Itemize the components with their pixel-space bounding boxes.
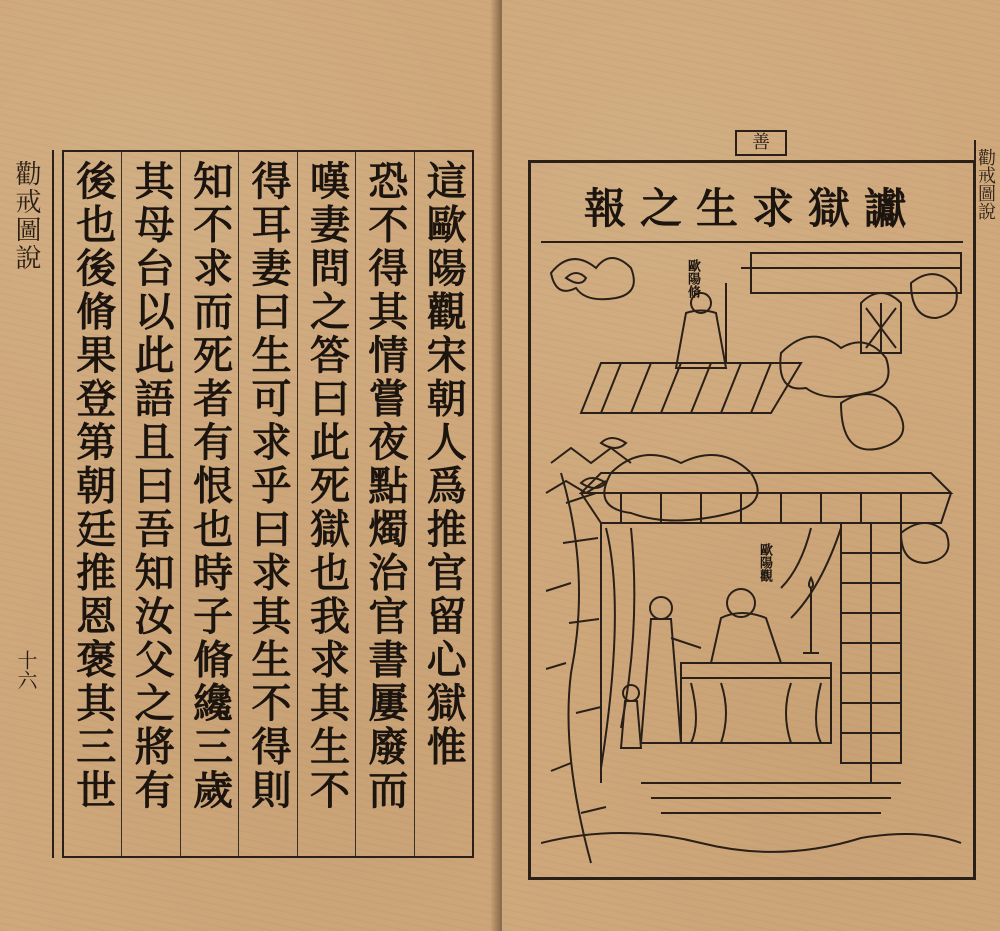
illustration-title-band <box>541 171 963 243</box>
leaf-page-number: 十六 <box>14 650 38 690</box>
text-frame <box>62 150 474 858</box>
cloud-swirl <box>566 273 586 283</box>
candle <box>803 588 819 653</box>
cloud-swirl <box>841 394 903 449</box>
column-text: 後也後脩果登第朝廷推恩褒其三世 <box>69 160 117 813</box>
illustration-title: 讞獄求生之報 <box>583 184 920 233</box>
text-columns <box>64 152 472 856</box>
child-head <box>623 685 639 701</box>
column-text: 知不求而死者有恨也時子脩纔三歲 <box>186 160 234 813</box>
woodblock-scene <box>541 243 963 869</box>
right-page <box>502 0 1000 931</box>
cloud-swirl <box>551 258 634 299</box>
page-tag: 善 <box>735 130 787 156</box>
text-column <box>297 152 355 856</box>
figure-robe <box>676 311 726 369</box>
text-column <box>180 152 238 856</box>
cloud-swirl <box>911 274 957 318</box>
cloud-swirl <box>901 523 949 563</box>
text-column <box>414 152 472 856</box>
column-text: 恐不得其情嘗夜點燭治官書屢廢而 <box>361 160 409 813</box>
pavilion-roof <box>581 473 951 493</box>
desk <box>681 663 831 743</box>
text-column <box>64 152 121 856</box>
illustration-frame <box>528 160 976 880</box>
upper-roof <box>751 253 961 293</box>
woman-robe <box>641 619 681 743</box>
scene-drawing <box>541 243 963 869</box>
column-text: 其母台以此語且曰吾知汝父之將有 <box>128 160 176 813</box>
woman-head <box>650 597 672 619</box>
curtain <box>601 528 634 768</box>
right-leaf-margin <box>974 140 998 870</box>
left-page <box>0 0 498 931</box>
ground-line <box>541 833 961 852</box>
column-text: 得耳妻曰生可求乎曰求其生不得則 <box>245 160 293 813</box>
cloud-swirl <box>780 337 888 397</box>
steps <box>641 783 901 813</box>
pine-trunk <box>561 473 591 863</box>
leaf-title: 勸戒圖說 <box>11 160 41 272</box>
right-leaf-title: 勸戒圖說 <box>975 148 996 220</box>
column-text: 嘆妻問之答曰此死獄也我求其生不 <box>303 160 351 813</box>
text-column <box>121 152 179 856</box>
text-column <box>355 152 413 856</box>
figure-caption-lower: 歐陽觀 <box>757 543 772 582</box>
text-column <box>238 152 296 856</box>
figure-caption-upper: 歐陽脩 <box>685 259 700 298</box>
official-robe <box>711 613 781 663</box>
cloud-swirl <box>604 455 757 521</box>
column-text: 這歐陽觀宋朝人爲推官留心獄惟 <box>420 160 468 769</box>
